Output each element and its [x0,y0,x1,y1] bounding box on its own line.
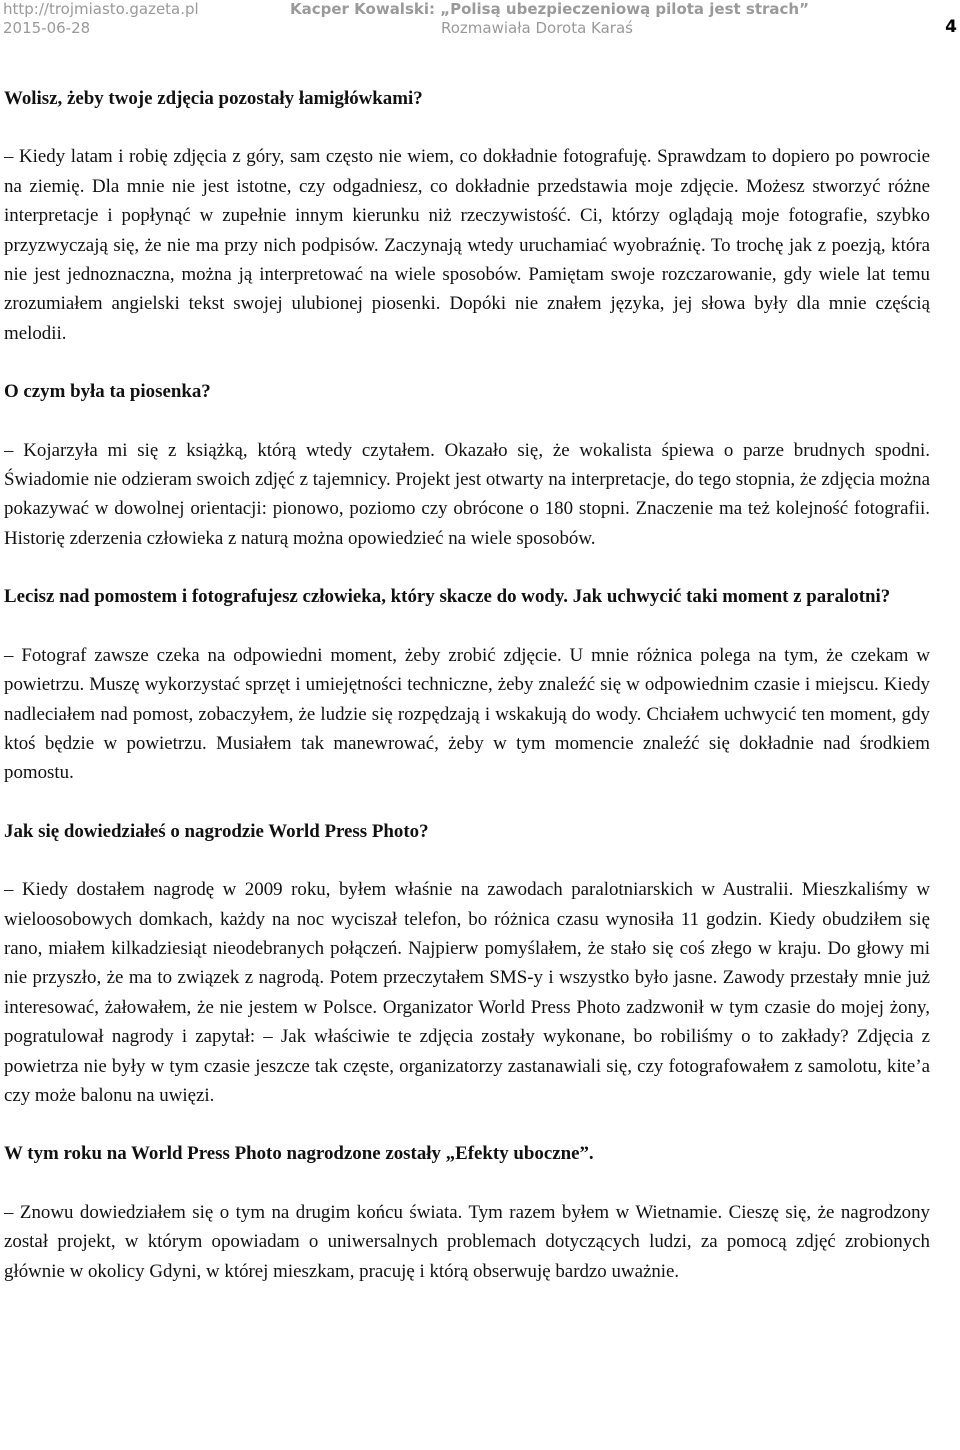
page-header [0,0,960,44]
article-title: Kacper Kowalski: „Polisą ubezpieczeniową pilota jest strach” [290,0,809,18]
interview-answer: – Znowu dowiedziałem się o tym na drugim końcu świata. Tym razem byłem w Wietnamie. Cieszę się, że nagrodzony został projekt, w którym opowiadam o uniwersalnych problemach dotyczących ludzi, za pomocą zdjęć zrobionych głównie w okolicy Gdyni, w której mieszkam, pracuję i którą obserwuję bardzo uważnie. [4,1201,930,1282]
source-url[interactable]: http://trojmiasto.gazeta.pl [3,0,199,18]
publication-date: 2015-06-28 [3,19,91,37]
page-number: 4 [945,17,957,37]
article-body [4,84,930,1315]
interview-answer: – Fotograf zawsze czeka na odpowiedni moment, żeby zrobić zdjęcie. U mnie różnica polega na tym, że czekam w powietrzu. Muszę wykorzystać sprzęt i umiejętności techniczne, żeby znaleźć się w odpowiednim czasie i miejscu. Kiedy nadleciałem nad pomost, zobaczyłem, że ludzie się rozpędzają i wskakują do wody. Chciałem uchwycić ten moment, gdy ktoś będzie w powietrzu. Musiałem tak manewrować, żeby w tym momencie znaleźć się dokładnie nad środkiem pomostu. [4,644,930,784]
interview-question: Jak się dowiedziałeś o nagrodzie World Press Photo? [4,820,429,842]
article-author: Rozmawiała Dorota Karaś [441,19,633,37]
interview-question: O czym była ta piosenka? [4,381,211,403]
interview-answer: – Kiedy dostałem nagrodę w 2009 roku, byłem właśnie na zawodach paralotniarskich w Australii. Mieszkaliśmy w wieloosobowych domkach, każdy na noc wyciszał telefon, bo różnica czasu wynosiła 11 godzin. Kiedy obudziłem się rano, miałem kilkadziesiąt nieodebranych połączeń. Najpierw pomyślałem, że stało się coś złego w kraju. Do głowy mi nie przyszło, że ma to związek z nagrodą. Potem przeczytałem SMS-y i wszystko było jasne. Zawody przestały mnie już interesować, żałowałem, że nie jestem w Polsce. Organizator World Press Photo zadzwonił w tym czasie do mojej żony, pogratulował nagrody i zapytał: – Jak właściwie te zdjęcia zostały wykonane, bo robiliśmy o to zakłady? Zdjęcia z powietrza nie były w tym czasie jeszcze tak częste, organizatorzy zastanawiali się, czy fotografowałem z samolotu, kite’a czy może balonu na uwięzi. [4,879,930,1106]
interview-answer: – Kiedy latam i robię zdjęcia z góry, sam często nie wiem, co dokładnie fotografuję. Sprawdzam to dopiero po powrocie na ziemię. Dla mnie nie jest istotne, czy odgadniesz, co dokładnie przedstawia moje zdjęcie. Możesz stworzyć różne interpretacje i popłynąć w zupełnie innym kierunku niż rzeczywistość. Ci, którzy oglądają moje fotografie, szybko przyzwyczają się, że nie ma przy nich podpisów. Zaczynają wtedy uruchamiać wyobraźnię. To trochę jak z poezją, która nie jest jednoznaczna, można ją interpretować na wiele sposobów. Pamiętam swoje rozczarowanie, gdy wiele lat temu zrozumiałem angielski tekst swojej ulubionej piosenki. Dopóki nie znałem języka, jej słowa były dla mnie częścią melodii. [4,146,930,344]
interview-answer: – Kojarzyła mi się z książką, którą wtedy czytałem. Okazało się, że wokalista śpiewa o parze brudnych spodni. Świadomie nie odzieram swoich zdjęć z tajemnicy. Projekt jest otwarty na interpretacje, do tego stopnia, że zdjęcia można pokazywać w dowolnej orientacji: pionowo, poziomo czy obrócone o 180 stopni. Znaczenie ma też kolejność fotografii. Historię zderzenia człowieka z naturą można opowiedzieć na wiele sposobów. [4,439,930,549]
interview-question: W tym roku na World Press Photo nagrodzone zostały „Efekty uboczne”. [4,1143,594,1165]
interview-question: Wolisz, żeby twoje zdjęcia pozostały łamigłówkami? [4,88,423,109]
interview-question: Lecisz nad pomostem i fotografujesz człowieka, który skacze do wody. Jak uchwycić taki moment z paralotni? [4,586,891,608]
